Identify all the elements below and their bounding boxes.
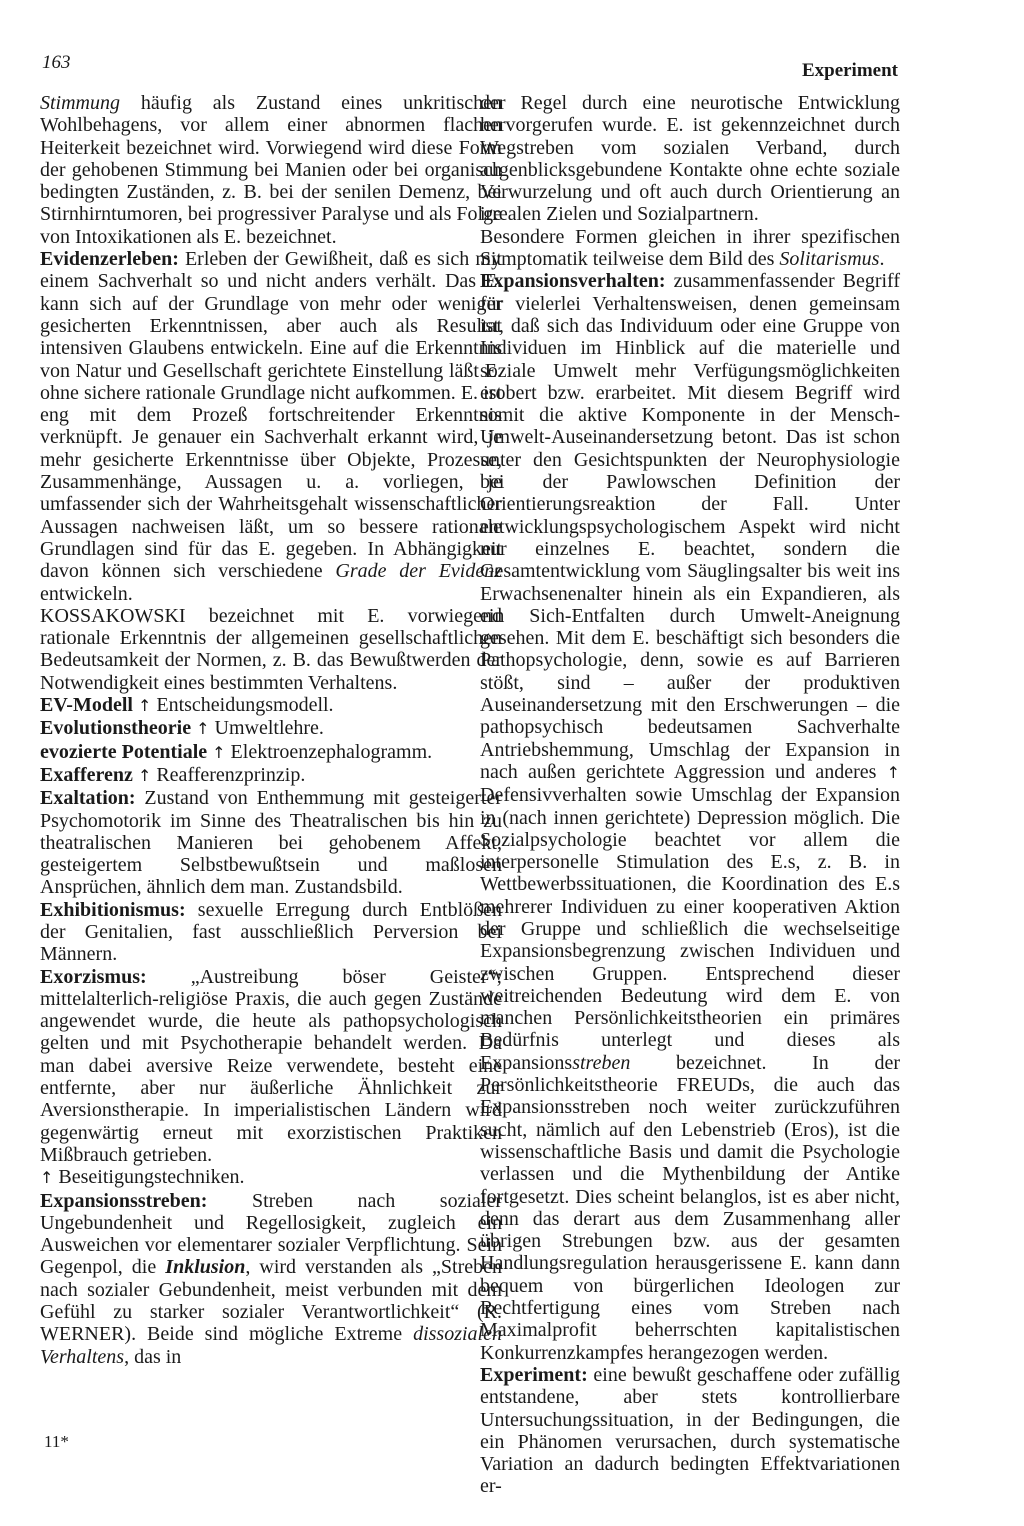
italic-term: Stimmung [40, 92, 120, 114]
entry-continuation: der Regel durch eine neurotische Entwicklung hervorgerufen wurde. E. ist gekennzeichnet durch Wegstreben vom sozialen Verband, durch augenblicksgebundene Kontakte ohne echte soziale Verwurzelung und oft auch durch Orientierung an irrealen Zielen und Sozialpartnern. [480, 92, 900, 226]
entry-exafferenz [40, 764, 502, 787]
text: Defensivverhalten sowie Umschlag der Expansion in (nach innen gerichtete) Depression möglich. Die Sozialpsychologie beachtet vor allem die interpersonelle Stimulation des E.s, z. B. in Wettbewerbssituationen, die Koordination des E.s mehrerer Individuen zu einer kooperativen Aktion der Gruppe und schließlich die wechselseitige Expansionsbegrenzung zwischen Individuen und zwischen Gruppen. Entsprechend dieser weitreichenden Bedeutung wird dem E. von manchen Persönlichkeitstheorien ein primäres Bedürfnis unterlegt und dieses als Expansions [480, 784, 900, 1074]
text: , wird verstanden als „Streben nach sozialer Gebundenheit, meist verbunden mit dem Gefühl zu starker sozialer Verantwortlichkeit“ (R. WERNER). Beide sind mögliche Extreme [40, 1256, 502, 1346]
italic-term: streben [572, 1051, 631, 1074]
cross-ref: Reafferenzprinzip. [151, 763, 306, 786]
cross-ref: Umweltlehre. [209, 717, 324, 740]
entry-evolutionstheorie [40, 717, 502, 740]
text: „Austreibung böser Geister“; mittelalterlich-religiöse Praxis, die auch gegen Zustände angewendet wurde, die heute als pathopsychologisch gelten und mit Psychotherapie behandelt werden. Da man dabei aversive Reize verwendete, besteht eine entfernte, aber nur äußerliche Ähnlichkeit zur Aversionstherapie. In imperialistischen Ländern wird gegenwärtig erneut mit exorzistischen Praktiken Mißbrauch getrieben. [40, 965, 502, 1166]
cross-ref: Elektroenzephalogramm. [225, 740, 433, 763]
text: häufig als Zustand eines unkritischen Wohlbehagens, vor allem einer abnormen flachen Heiterkeit bezeichnet wird. Vorwiegend wird diese Form der gehobenen Stimmung bei Manien oder bei organisch bedingten Zuständen, z. B. bei der senilen Demenz, bei Stirnhirntumoren, bei progressiver Paralyse und als Folge von Intoxikationen als E. bezeichnet. [40, 92, 502, 248]
text: Zustand von Enthemmung mit gesteigerter Psychomotorik im Sinne des Theatralischen bis hin zu theatralischen Manieren bei gehobenem Affekt, gesteigertem Selbstbewußtsein und maßlosen Ansprüchen, ähnlich dem man. Zustandsbild. [40, 787, 502, 899]
italic-term: Solitarismus [779, 248, 880, 271]
headword: Evidenzerleben: [40, 248, 179, 271]
headword: EV-Modell [40, 694, 133, 717]
entry-exaltation [40, 787, 502, 898]
printer-signature: 11* [44, 1432, 69, 1451]
headword: Exafferenz [40, 763, 133, 786]
entry-expansionsstreben [40, 1190, 502, 1368]
cross-ref: Entscheidungsmodell. [151, 694, 334, 717]
headword: Exorzismus: [40, 965, 147, 988]
headword: Evolutionstheorie [40, 717, 192, 740]
text: , das in [124, 1345, 182, 1368]
arrow-icon: ↑ [886, 762, 900, 782]
paragraph-kossakowski: KOSSAKOWSKI bezeichnet mit E. vorwiegend rationale Erkenntnis der allgemeinen gesellschaftlichen Bedeutsamkeit der Normen, z. B. das Bewußtwerden der Notwendigkeit eines bestimmten Verhaltens. [40, 604, 502, 694]
headword: Experiment: [480, 1363, 588, 1386]
text: sexuelle Erregung durch Entblößen der Genitalien, fast ausschließlich Perversion bei Männern. [40, 898, 502, 966]
entry-exhibitionismus [40, 899, 502, 966]
arrow-icon: ↑ [40, 1168, 54, 1188]
right-column [480, 92, 900, 1498]
headword: Exhibitionismus: [40, 898, 186, 921]
headword: Expansionsstreben: [40, 1189, 208, 1212]
italic-term: Grade der Evidenz [335, 560, 503, 583]
arrow-icon: ↑ [137, 765, 152, 785]
arrow-icon: ↑ [212, 742, 226, 762]
text: Besondere Formen gleichen in ihrer spezifischen Symptomatik teilweise dem Bild des [480, 225, 900, 271]
arrow-icon: ↑ [196, 719, 210, 739]
italic-term: Inklusion [165, 1256, 246, 1279]
headword: Exaltation: [40, 787, 136, 810]
bold-term [165, 1256, 245, 1278]
text: Streben nach sozialer Ungebundenheit und Regellosigkeit, zugleich ein Ausweichen vor elementarer sozialer Verpflichtung. Sein Gegenpol, die [40, 1189, 502, 1279]
paragraph-besondere: Besondere Formen gleichen in ihrer spezifischen Symptomatik teilweise dem Bild des Solitarismus. [480, 225, 900, 271]
entry-ev-modell [40, 694, 502, 717]
entry-evozierte-potentiale [40, 741, 502, 764]
entry-exorzismus [40, 966, 502, 1167]
entry-evidenzerleben [40, 248, 502, 605]
entry-expansionsverhalten [480, 270, 900, 1364]
entry-experiment [480, 1364, 900, 1498]
italic-term: dissozialen Verhaltens [40, 1323, 502, 1368]
cross-ref: Beseitigungstechniken. [53, 1166, 245, 1189]
arrow-icon: ↑ [137, 696, 152, 716]
text: Erleben der Gewißheit, daß es sich mit einem Sachverhalt so und nicht anders verhält. Das E. kann sich auf der Grundlage von mehr oder weniger gesicherten Erkenntnissen, aber auch als Resultat intensiven Glaubens entwickeln. Eine auf die Erkenntnis von Natur und Gesellschaft gerichtete Einstellung läßt E. ohne sichere rationale Grundlage nicht aufkommen. E. ist eng mit dem Prozeß fortschreitender Erkenntnis verknüpft. Je genauer ein Sachverhalt erkannt wird, je mehr gesicherte Erkenntnisse über Objekte, Prozesse, Zusammenhänge, Aussagen u. a. vorliegen, je umfassender sich der Wahrheitsgehalt wissenschaftlicher Aussagen nachweisen läßt, um so bessere rationale Grundlagen sind für das E. gegeben. In Abhängigkeit davon können sich verschiedene [40, 248, 502, 583]
running-head: Experiment [801, 60, 898, 81]
left-column [40, 92, 502, 1368]
headword: Expansionsverhalten: [480, 270, 666, 293]
text: entwickeln. [40, 582, 133, 605]
cross-ref-line [40, 1166, 502, 1189]
headword: evozierte Potentiale [40, 740, 208, 763]
entry-continuation [40, 92, 502, 248]
page-number: 163 [42, 52, 71, 73]
text: zusammenfassender Begriff für vielerlei Verhaltensweisen, denen gemeinsam ist, daß sich das Individuum oder eine Gruppe von Individuen im Hinblick auf die materielle und soziale Umwelt mehr Verfügungsmöglichkeiten erobert bzw. erarbeitet. Mit diesem Begriff wird somit die aktive Komponente in der Mensch-Umwelt-Auseinandersetzung betont. Das ist schon unter den Gesichtspunkten der Neurophysiologie bei der Pawlowschen Definition der Orientierungsreaktion der Fall. Unter entwicklungspsychologischem Aspekt wird nicht nur einzelnes E. beachtet, sondern die Gesamtentwicklung vom Säuglingsalter bis weit ins Erwachsenenalter hinein als ein Expandieren, als ein Sich-Entfalten durch Umwelt-Aneignung gesehen. Mit dem E. beschäftigt sich besonders die Pathopsychologie, denn, sowie es auf Barrieren stößt, sind – außer der produktiven Auseinandersetzung mit den Erschwerungen – die pathopsychisch bedeutsamen Sachverhalte Antriebshemmung, Umschlag der Expansion in nach außen gerichtete Aggression und anderes [480, 270, 900, 783]
text: bezeichnet. In der Persönlichkeitstheorie FREUDs, die auch das Expansionsstreben noch weiter zurückzuführen sucht, nämlich auf den Lebenstrieb (Eros), ist die wissenschaftliche Basis und damit die Psychologie verlassen und die Mythenbildung der Antike fortgesetzt. Dies scheint belanglos, ist es aber nicht, denn das derart aus dem Zusammenhang aller übrigen Strebungen bzw. aus der gesamten Handlungsregulation herausgerissene E. kann dann bequem von bürgerlichen Ideologen zur Rechtfertigung eines vom Streben nach Maximalprofit beherrschten kapitalistischen Konkurrenzkampfes herangezogen werden. [480, 1051, 900, 1364]
text: eine bewußt geschaffene oder zufällig entstandene, aber stets kontrollierbare Untersuchungssituation, in der Bedingungen, die ein Phänomen verursachen, durch systematische Variation an dadurch bedingten Effektvariationen er- [480, 1363, 900, 1498]
